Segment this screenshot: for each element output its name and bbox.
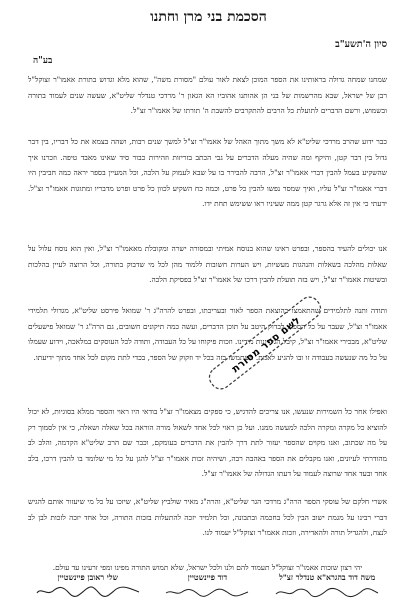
stamp-label: לשם ספר מסורת [230, 314, 303, 376]
signature-name: משה דוד בהגרא"א טנדלר זצ"ל [279, 573, 376, 582]
handwritten-signature [162, 586, 252, 598]
signature-reuven-feinstein [28, 573, 148, 597]
bh-header: בע"ה [33, 56, 53, 66]
closing-blessing: יהי רצון שזכות אאמו"ר זצוקל"ל תעמוד להם ולנו ולכל ישראל, שלא תמוש התורה מפינו ומפי זרעינו עד עולם. [52, 563, 363, 572]
paragraph-5: ואפילו אחר כל השמירות שנעשו, אנו צריכים להדגיש, כי ספקים מצאמו"ר זצ"ל בודאי היו ראוי והספר ממלא בסוגיות, לא יכול להוציא כל מקרה ומקרה הלכה למעשה ממנו. ועל כן ראוי לכל אחד לשאול מורה הוראה בכל שאלה ושאלה, כי אין לסמוך רק על מה שכתוב, ואנו מקוים שהספר יעזור לתת דרך להבין את הדברים בעומקם, וכבר שם הרב שליט"א הקדמה, והלב לב מהודרתי לעיונים, ואנו מקבלים את הספר באהבה רבה, ושיהיה זכות אאמו"ר זצ"ל להגן על כל מי שלומד בו להבין דרכו, בלב אחד ובעד אחד שרוצה לעמוד על דעתו הגדולה של אאמו"ר זצ"ל. [28, 407, 387, 479]
paragraph-2: כבר ידוע שהרב מרדכי שליט"א לא משך מתוך האהל של אאמו"ר זצ"ל למשך שנים רבות, ושהה בצמא את כל דבריו, בין דבר גדול בין דבר קטן, והיקף ומה שהיה מעלה הדברים על גבי הכתב בזריזות וזהירות כבור סיד שאינו מאבד טיפה. וזכרנו איך שהשקיע בעמל להבין דברי אאמו"ר זצ"ל, הרבה להבירר בו על שבא לעמוק על הלכה, וכל המעיין בספר יראה כמה חביבין היו דברי אאמו"ר זצ"ל עליו, ואיך שמסר נפשו להבין כל פרט, וכמה כח השקיע לכוון כל פרט ופרט מדבריו ומתוגות אאמו"ר זצ"ל. ידעתי כי אין זה אלא גרגר קטן ממה שעיניו ראו ששימש תחת ידו. [28, 137, 387, 209]
document-date: סיון ה'תשע"ב [335, 39, 387, 50]
paragraph-6: אשרי חלקם של עוסקי הספר הרה"ג מרדכי הגר שליט"א, והרה"ג מאיר שולביץ שליט"א, שיזכו על כל מי שיעזור אותם להגיש דברי רבינו על מגמת ישוב הבין לכל בחכמה ובתבונה, וכל תלמיד יזכה להתעלות בזכות התורה, וכל אחד יזכה לזכות לבן לב לנצח, ולהגדיל תורה ולהאדירה, וזכות אאמו"ר זצוקל"ל יעמוד לנו. [28, 497, 387, 538]
paragraph-3: אנו יכולים להעיד בהספר, ובפרט ראינו שהוא בנוסח אמיתי ובמסורה ישרה ומקובלת מאאמו"ר זצ"ל, ואין הוא נוסח עלול על שאלות מהלכה בשאלות והנהגות מעשיות, ויש הערות חשובות ללמוד מהן לכל מי שדבוק בתורה, וכל הרוצה לעיין בהלכות ובשיטות אאמו"ר זצ"ל, ויש בזה תועלת להבין דרכו של אאמו"ר זצ"ל בפסיקת הלכה. [28, 244, 387, 285]
signature-name: דוד פיינשטיין [187, 573, 228, 582]
paragraph-1: שמחנו שמחה גדולה בראותינו את הספר המוכן לצאת לאור עולם "מסורת משה", שהוא מלא וגדוש בתורת אאמו"ר זצוקל"ל רבן של ישראל, שבא מהרשמות של בני הן אהותנו אהוביו הא הגאון ר' מרדכי טנדלר שליט"א, שעשה שנים לעמוד בתורה ובשמוש, ורשם הדברים לתועלת כל הרבים להתקרבים להשבת ה' תורתו של אאמו"ר זצ"ל. [28, 75, 387, 116]
signature-tendler [267, 573, 387, 597]
signature-row [28, 573, 387, 597]
handwritten-signature [272, 586, 382, 598]
signature-name: שלי ראובן פיינשטיין [57, 573, 119, 582]
document-title: הסכמת בני מרן וחתנו [150, 9, 267, 25]
signature-david-feinstein [148, 573, 268, 597]
paragraph-4: ותודה ותנה לתלמידים שהתאמצו בהוצאת הספר לאור ובעריכתו, ובפרט להרה"ג ר' שמואל פירסט שליט"א, מגדולי תלמידי אאמו"ר זצ"ל, שעבר על כל הספר, לבדוק היטב על תוכן הדברים, ועשה כמה תיקונים חשובים, גם הרה"ג ר' שמואל פישעלים שליט"א, מבכירי אאמו"ר זצ"ל, קיבל הגלויונות מידינו. וזכות פיקוחו על כל העבודה, ותודה לכל העוסקים במלאכה, וידוע שעמלו על כל מה שנעשה בעבודה זו ובו להגיע לאמת. וישתמשו בזה בכל יד וזקוק של הספר, בכדי לתת מקום לכל אחד מתוך ידיעתו. [28, 306, 387, 362]
handwritten-signature [33, 584, 143, 598]
